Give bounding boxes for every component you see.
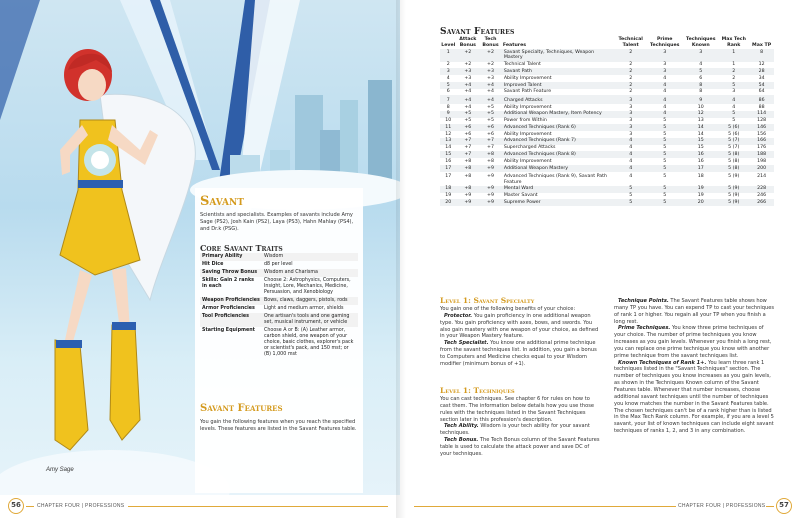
trait-key: Primary Ability	[200, 253, 262, 261]
table-cell: 10	[697, 104, 704, 110]
table-cell: +8	[457, 165, 480, 172]
table-cell: Mental Ward	[502, 186, 615, 193]
table-cell: 14	[445, 145, 452, 151]
trait-key: Skills: Gain 2 ranks in each	[202, 278, 254, 289]
table-row	[440, 75, 774, 82]
table-cell: 4	[663, 89, 667, 95]
table-cell: 15	[440, 151, 457, 158]
col-header: Technical Talent	[618, 37, 643, 48]
table-cell: 3	[663, 62, 667, 68]
table-cell: 5 (9)	[718, 186, 749, 193]
table-row	[440, 193, 774, 200]
table-cell: 3	[646, 49, 683, 61]
col-header: Max TP	[752, 42, 772, 48]
table-cell: +4	[457, 82, 480, 89]
table-cell: 19	[683, 186, 718, 193]
level1-techniques-section	[440, 386, 600, 458]
table-cell: Advanced Techniques (Rank 7)	[502, 138, 615, 145]
table-cell: 2	[446, 62, 450, 68]
table-cell: 14	[697, 131, 704, 137]
table-row	[440, 138, 774, 145]
table-row	[440, 145, 774, 152]
col-header: Prime Techniques	[649, 37, 680, 48]
trait-key: Armor Proficiencies	[202, 306, 255, 311]
table-cell: 16	[697, 158, 704, 164]
table-cell: Advanced Techniques (Rank 6)	[502, 124, 615, 131]
trait-key: Saving Throw Bonus	[200, 269, 262, 277]
table-cell: 8	[699, 89, 703, 95]
table-cell: 4	[663, 104, 667, 110]
table-cell: 5	[683, 68, 718, 75]
table-row	[440, 151, 774, 158]
artist-credit: Amy Sage	[46, 467, 74, 473]
table-cell: 200	[749, 165, 774, 172]
table-cell: 2	[629, 75, 633, 81]
table-cell: +8	[479, 151, 502, 158]
table-cell: 188	[749, 151, 774, 158]
table-row	[440, 62, 774, 69]
savant-description: Scientists and specialists. Examples of savants include Amy Sage (PS2), Josh Kain (PS2), Laya (PS3), Hahn Mahlay (PS4), and Dr.k (PSG).	[200, 212, 354, 232]
table-cell: 4	[615, 165, 646, 172]
table-cell: 3	[629, 104, 633, 110]
tech-bonus-lead: Tech Bonus.	[444, 437, 479, 444]
table-row	[440, 111, 774, 118]
table-cell: 3	[629, 118, 633, 124]
table-cell: 15	[697, 145, 704, 151]
table-cell: +9	[457, 199, 480, 206]
table-cell: 9	[683, 95, 718, 103]
table-cell: 15	[683, 138, 718, 145]
trait-key: Weapon Proficiencies	[200, 297, 262, 305]
table-cell: 5	[615, 199, 646, 206]
trait-row	[200, 253, 358, 261]
table-cell: 4	[646, 82, 683, 89]
col-header: Attack Bonus	[459, 37, 477, 48]
table-cell: 3	[683, 49, 718, 61]
table-cell: 5 (8)	[718, 151, 749, 158]
table-cell: 17	[683, 165, 718, 172]
footer-rule	[128, 506, 388, 507]
table-cell: +5	[479, 111, 502, 118]
table-cell: Savant Specialty, Techniques, Weapon Mastery	[502, 49, 615, 61]
table-cell: Power from Within	[503, 118, 547, 124]
paragraph	[614, 298, 774, 325]
table-cell: 5	[646, 124, 683, 131]
table-cell: 5	[440, 82, 457, 89]
table-cell: Ability Improvement	[503, 75, 552, 81]
table-row	[440, 95, 774, 103]
table-cell: 5 (7)	[718, 138, 749, 145]
table-cell: 16	[683, 151, 718, 158]
table-cell: 5 (6)	[728, 131, 740, 137]
table-cell: +4	[487, 89, 494, 95]
table-cell: 3	[615, 124, 646, 131]
table-cell: 4	[718, 95, 749, 103]
known-text: You learn three rank 1 techniques listed in the "Savant Techniques" section. The number of techniques you know increases as you gain levels, as shown in the Techniques Known column of the Savant Features table. Whenever that number increases, choose additional savant techniques until the number of techniques you know matches the number in the Savant Features table. The chosen techniques can't be of a rank higher than is listed in the Max Tech Rank column. For example, if you are a level 5 savant, your list of known techniques can include eight savant techniques of ranks 1, 2, and 3 in any combination.	[614, 359, 774, 435]
trait-row	[200, 313, 358, 327]
page-number-right: 57	[776, 498, 792, 514]
table-cell: +2	[457, 49, 480, 61]
table-cell: +7	[487, 145, 494, 151]
table-cell: 19	[697, 193, 704, 199]
table-cell: +2	[487, 62, 494, 68]
table-cell: 5	[646, 151, 683, 158]
table-header-row	[440, 37, 774, 49]
footer-chapter-left: CHAPTER FOUR | PROFESSIONS	[37, 503, 125, 509]
trait-row	[200, 297, 358, 305]
table-cell: 4	[615, 151, 646, 158]
table-cell: 2	[718, 68, 749, 75]
table-cell: 7	[440, 95, 457, 103]
table-cell: Ability Improvement	[503, 104, 552, 110]
table-cell: Supreme Power	[502, 199, 615, 206]
table-cell: 86	[749, 95, 774, 103]
table-cell: +3	[479, 68, 502, 75]
table-cell: 20	[440, 199, 457, 206]
table-cell: 5	[646, 199, 683, 206]
trait-key: Starting Equipment	[202, 328, 255, 333]
table-cell: +4	[457, 95, 480, 103]
level1-specialty-heading: Level 1: Savant Specialty	[440, 296, 535, 305]
table-cell: +3	[457, 68, 480, 75]
table-cell: 5	[646, 186, 683, 193]
table-cell: 246	[757, 193, 767, 199]
prime-text: You know three prime techniques of your choice. The number of prime techniques you know increases as you gain levels. Whenever you finish a long rest, you can replace one prime technique you know with another prime technique from the savant techniques list.	[614, 325, 772, 359]
table-cell: 176	[757, 145, 767, 151]
table-cell: Charged Attacks	[502, 95, 615, 103]
trait-row	[200, 305, 358, 313]
table-row	[440, 199, 774, 206]
table-cell: 2	[732, 75, 736, 81]
table-body	[440, 49, 774, 206]
table-row	[440, 172, 774, 186]
table-row	[440, 131, 774, 138]
table-cell: Additional Weapon Mastery, Item Potency	[502, 111, 615, 118]
table-cell: 18	[440, 186, 457, 193]
table-cell: Improved Talent	[502, 82, 615, 89]
col-header: Max Tech Rank	[721, 37, 746, 48]
table-cell: +5	[464, 118, 472, 124]
table-cell: 18	[697, 174, 704, 180]
table-cell: Supercharged Attacks	[503, 145, 556, 151]
trait-row	[200, 327, 358, 359]
table-row	[440, 104, 774, 111]
trait-row	[200, 269, 358, 277]
footer-rule	[414, 506, 676, 507]
savant-features-description: You gain the following features when you reach the specified levels. These features are listed in the Savant Features table.	[200, 419, 357, 432]
table-cell: 5 (8)	[718, 165, 749, 172]
table-row	[440, 68, 774, 75]
table-row	[440, 118, 774, 125]
trait-value: d8 per level	[264, 262, 293, 267]
table-cell: +8	[487, 158, 494, 164]
table-cell: 54	[749, 82, 774, 89]
savant-features-table	[440, 37, 774, 206]
tech-ability-text: Wisdom is your tech ability for your savant techniques.	[440, 423, 590, 437]
table-cell: 1	[440, 49, 457, 61]
tech-bonus-text: The Tech Bonus column of the Savant Features table is used to calculate the attack power and save DC of your techniques.	[440, 437, 600, 457]
table-cell: +5	[487, 104, 494, 110]
tech-points-lead: Technique Points.	[618, 298, 669, 304]
table-cell: 3	[732, 89, 736, 95]
table-row	[440, 165, 774, 172]
table-cell: 4	[646, 111, 683, 118]
right-page	[400, 0, 800, 518]
table-cell: 4	[732, 104, 736, 110]
col-header: Tech Bonus	[482, 37, 499, 48]
table-cell: 4	[629, 174, 633, 180]
table-cell: 4	[629, 145, 633, 151]
table-cell: 128	[757, 118, 767, 124]
table-cell: 166	[749, 138, 774, 145]
trait-value: Light and medium armor, shields	[264, 306, 344, 311]
table-cell: 5	[629, 193, 633, 199]
trait-value: Wisdom and Charisma	[262, 269, 358, 277]
table-cell: 4	[629, 158, 633, 164]
table-cell: +5	[457, 111, 480, 118]
prime-lead: Prime Techniques.	[618, 325, 671, 332]
table-cell: 12	[445, 131, 452, 137]
table-cell: 6	[699, 75, 703, 81]
table-cell: Savant Path	[502, 68, 615, 75]
savant-features-table-title: Savant Features	[440, 27, 515, 37]
paragraph	[440, 423, 600, 437]
table-cell: Additional Weapon Mastery	[502, 165, 615, 172]
paragraph	[440, 437, 600, 458]
paragraph: You gain one of the following benefits of your choice:	[440, 306, 576, 312]
table-cell: 88	[758, 104, 765, 110]
table-cell: +8	[457, 186, 480, 193]
trait-key: Tool Proficiencies	[200, 313, 262, 327]
techniques-column-2	[614, 298, 774, 435]
protector-lead: Protector.	[444, 312, 473, 319]
table-cell: Ability Improvement	[503, 158, 552, 164]
paragraph	[614, 325, 774, 359]
trait-value: Bows, claws, daggers, pistols, rods	[262, 297, 358, 305]
level1-specialty-section	[440, 296, 600, 368]
table-cell: 5	[663, 174, 667, 180]
table-cell: +2	[479, 49, 502, 61]
table-cell: +9	[487, 174, 494, 180]
trait-value: One artisan's tools and one gaming set, musical instrument, or vehicle	[262, 313, 358, 327]
table-cell: 3	[629, 131, 633, 137]
table-row	[440, 186, 774, 193]
table-cell: 1	[718, 49, 749, 61]
table-cell: Ability Improvement	[503, 131, 552, 137]
table-cell: 5 (9)	[728, 193, 740, 199]
table-cell: 6	[446, 89, 450, 95]
table-cell: +8	[464, 174, 472, 180]
table-cell: +4	[464, 104, 472, 110]
savant-title: Savant	[200, 194, 244, 209]
table-cell: +6	[479, 124, 502, 131]
table-cell: 12	[683, 111, 718, 118]
col-header: Techniques Known	[686, 37, 716, 48]
table-cell: 3	[440, 68, 457, 75]
table-cell: +7	[457, 151, 480, 158]
protector-text: You gain proficiency in one additional weapon type. You gain proficiency with axes, bows, and swords. You also gain mastery with one weapon of your choice, as defined in your Weapon Mastery feature.	[440, 312, 599, 340]
table-cell: 13	[440, 138, 457, 145]
paragraph	[440, 340, 600, 367]
table-cell: 4	[663, 75, 667, 81]
table-cell: 5	[663, 145, 667, 151]
table-cell: 17	[440, 165, 457, 172]
table-cell: 146	[749, 124, 774, 131]
trait-row	[200, 277, 358, 297]
table-cell: 2	[629, 89, 633, 95]
table-cell: 28	[749, 68, 774, 75]
table-row	[440, 49, 774, 61]
footer-rule	[766, 506, 774, 507]
table-cell: +3	[487, 75, 494, 81]
savant-features-heading: Savant Features	[200, 403, 283, 414]
table-cell: 5	[718, 82, 749, 89]
page-number-left: 56	[8, 498, 24, 514]
core-traits-table	[200, 253, 358, 359]
table-cell: +4	[479, 82, 502, 89]
table-cell: 5	[646, 165, 683, 172]
trait-key: Hit Dice	[202, 262, 224, 267]
table-cell: 17	[445, 174, 452, 180]
table-cell: 5	[663, 193, 667, 199]
table-cell: 12	[758, 62, 765, 68]
table-cell: +9	[487, 193, 494, 199]
table-cell: 114	[749, 111, 774, 118]
table-cell: 5 (9)	[728, 174, 740, 180]
table-cell: Technical Talent	[503, 62, 541, 68]
table-cell: 5	[718, 111, 749, 118]
table-cell: +7	[457, 138, 480, 145]
table-cell: 11	[440, 124, 457, 131]
table-cell: +5	[487, 118, 494, 124]
table-cell: +8	[464, 158, 472, 164]
table-cell: 5	[663, 131, 667, 137]
table-cell: +6	[457, 124, 480, 131]
table-cell: 5	[663, 118, 667, 124]
table-cell: 2	[629, 62, 633, 68]
techspec-text: You know one additional prime technique from the savant techniques list. In addition, you gain a bonus to Computers and Medicine checks equal to your Wisdom modifier (minimum bonus of +1).	[440, 340, 597, 367]
paragraph: You can cast techniques. See chapter 6 for rules on how to cast them. The information below details how you use those rules with the techniques listed in the Savant Techniques section later in this profession's description.	[440, 396, 595, 423]
trait-row	[200, 261, 358, 269]
table-cell: 4	[699, 62, 703, 68]
trait-value: Wisdom	[262, 253, 358, 261]
table-cell: 5	[732, 118, 736, 124]
tech-points-text: The Savant Features table shows how many TP you have. You can expend TP to cast your techniques of rank 1 or higher. You regain all your TP when you finish a long rest.	[614, 298, 774, 325]
table-cell: 2	[615, 82, 646, 89]
table-cell: +7	[464, 145, 472, 151]
table-cell: Advanced Techniques (Rank 9), Savant Path Feature	[503, 174, 607, 185]
table-cell: +7	[479, 138, 502, 145]
table-cell: 20	[683, 199, 718, 206]
table-cell: 4	[446, 75, 450, 81]
table-cell: Advanced Techniques (Rank 8)	[502, 151, 615, 158]
page-gutter	[396, 0, 406, 518]
table-cell: +9	[464, 193, 472, 199]
table-cell: Savant Path Feature	[503, 89, 552, 95]
table-cell: 34	[758, 75, 765, 81]
table-cell: +3	[464, 75, 472, 81]
table-cell: 13	[697, 118, 704, 124]
table-cell: 5	[646, 138, 683, 145]
table-cell: 2	[615, 68, 646, 75]
paragraph	[614, 360, 774, 435]
tech-ability-lead: Tech Ability.	[444, 423, 479, 430]
techspec-lead: Tech Specialist.	[444, 340, 489, 347]
col-header: Level	[441, 42, 456, 48]
col-header: Features	[502, 42, 527, 48]
table-cell: 198	[757, 158, 767, 164]
table-cell: 9	[440, 111, 457, 118]
table-cell: +9	[479, 199, 502, 206]
table-cell: 266	[749, 199, 774, 206]
table-cell: +4	[464, 89, 472, 95]
footer-chapter-right: CHAPTER FOUR | PROFESSIONS	[678, 503, 766, 509]
paragraph	[440, 313, 600, 340]
table-cell: +2	[464, 62, 472, 68]
known-lead: Known Techniques of Rank 1+.	[618, 359, 707, 366]
trait-value: Choose A or B: (A) Leather armor, carbon shield, one weapon of your choice, basic clothes, explorer's pack or scientist's pack, and 150 mst; or (B) 1,000 mst	[264, 328, 354, 357]
table-cell: 16	[445, 158, 452, 164]
table-cell: +9	[479, 186, 502, 193]
table-cell: 228	[749, 186, 774, 193]
table-row	[440, 124, 774, 131]
trait-value: Choose 2: Astrophysics, Computers, Insight, Lore, Mechanics, Medicine, Persuasion, and Xenobiology	[264, 278, 351, 295]
table-cell: 4	[615, 138, 646, 145]
table-cell: 8	[683, 82, 718, 89]
table-cell: 19	[445, 193, 452, 199]
table-cell: 14	[683, 124, 718, 131]
table-cell: 5 (6)	[718, 124, 749, 131]
table-cell: +9	[479, 165, 502, 172]
table-row	[440, 89, 774, 96]
table-cell: 3	[615, 95, 646, 103]
core-traits-title: Core Savant Traits	[200, 243, 358, 254]
left-footer	[0, 495, 400, 518]
table-cell: 2	[615, 49, 646, 61]
table-row	[440, 158, 774, 165]
table-cell: 3	[646, 68, 683, 75]
table-cell: 5	[663, 158, 667, 164]
table-cell: +6	[464, 131, 472, 137]
table-cell: 5	[615, 186, 646, 193]
table-cell: 3	[615, 111, 646, 118]
table-cell: 5 (8)	[728, 158, 740, 164]
table-cell: +4	[479, 95, 502, 103]
table-cell: 1	[732, 62, 736, 68]
level1-techniques-heading: Level 1: Techniques	[440, 386, 515, 395]
table-cell: 5 (7)	[728, 145, 740, 151]
table-cell: 8	[749, 49, 774, 61]
table-cell: Master Savant	[503, 193, 538, 199]
table-cell: +6	[487, 131, 494, 137]
table-cell: 156	[757, 131, 767, 137]
table-row	[440, 82, 774, 89]
table-cell: 64	[758, 89, 765, 95]
table-cell: 214	[757, 174, 767, 180]
footer-rule	[26, 506, 34, 507]
table-cell: 4	[646, 95, 683, 103]
table-cell: 10	[445, 118, 452, 124]
table-cell: 8	[446, 104, 450, 110]
table-cell: 5 (9)	[718, 199, 749, 206]
